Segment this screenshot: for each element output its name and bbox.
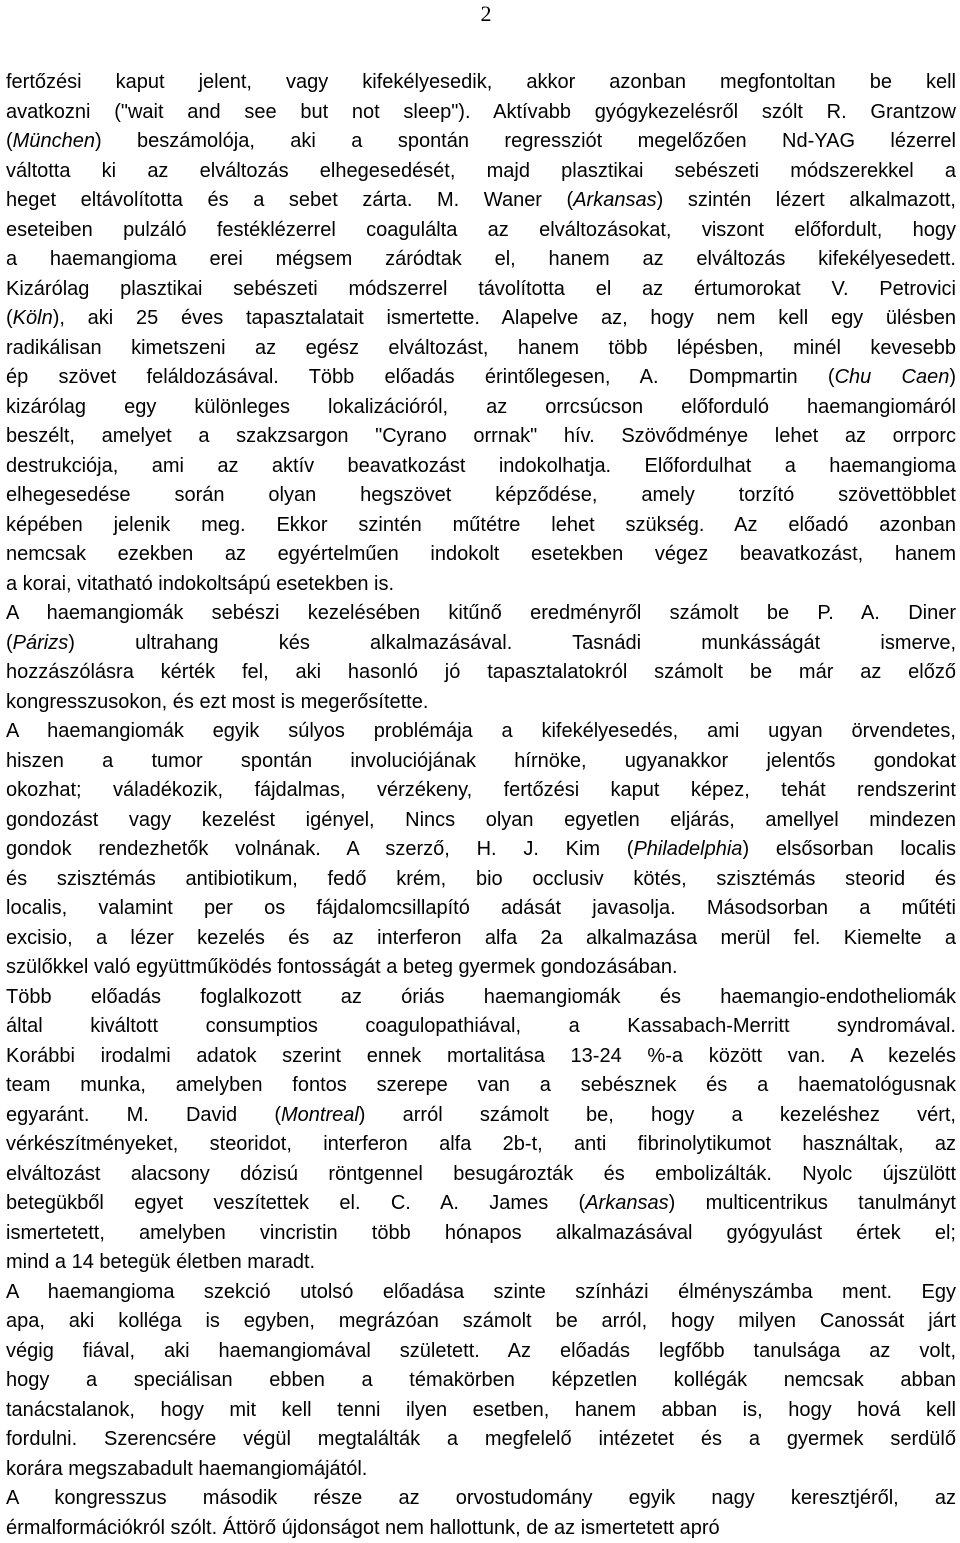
text-line (6, 98, 956, 128)
text-run: destrukciója, ami az aktív beavatkozást indokolhatja. Előfordulhat a haemangioma (6, 455, 956, 477)
text-line (6, 422, 956, 452)
text-run: a korai, vitatható indokoltsápú esetekben is. (6, 573, 394, 595)
text-line (6, 1278, 956, 1308)
text-line (6, 452, 956, 482)
text-line (6, 570, 956, 600)
text-line (6, 127, 956, 157)
text-run: ) (949, 366, 956, 388)
text-run: szülőkkel való együttműködés fontosságát a beteg gyermek gondozásában. (6, 956, 678, 978)
text-run: fordulni. Szerencsére végül megtalálták a megfelelő intézetet és a gyermek serdülő (6, 1428, 956, 1450)
text-line (6, 1160, 956, 1190)
text-run: elváltozást alacsony dózisú röntgennel besugározták és embolizálták. Nyolc újszülött (6, 1163, 956, 1185)
text-line (6, 216, 956, 246)
text-line (6, 835, 956, 865)
text-run: a haemangioma erei mégsem záródtak el, hanem az elváltozás kifekélyesedett. (6, 248, 956, 270)
text-line (6, 393, 956, 423)
text-run: Korábbi irodalmi adatok szerint ennek mortalitása 13-24 %-a között van. A kezelés (6, 1045, 956, 1067)
text-line (6, 747, 956, 777)
italic-place-name: München (13, 130, 95, 152)
text-line (6, 481, 956, 511)
text-run: és szisztémás antibiotikum, fedő krém, bio occlusiv kötés, szisztémás steorid és (6, 868, 956, 890)
text-line (6, 275, 956, 305)
text-line (6, 1012, 956, 1042)
text-run: gondok rendezhetők volnának. A szerző, H. J. Kim ( (6, 838, 633, 860)
text-run: által kiváltott consumptios coagulopathiával, a Kassabach-Merritt syndromával. (6, 1015, 956, 1037)
text-run: ) szintén lézert alkalmazott, (657, 189, 956, 211)
text-run: mind a 14 betegük életben maradt. (6, 1251, 315, 1273)
text-line (6, 157, 956, 187)
text-line (6, 1042, 956, 1072)
text-line (6, 1101, 956, 1131)
text-line (6, 1189, 956, 1219)
text-line (6, 186, 956, 216)
text-line (6, 953, 956, 983)
text-line (6, 688, 956, 718)
text-run: hogy a speciálisan ebben a témakörben képzetlen kollégák nemcsak abban (6, 1369, 956, 1391)
text-run: gondozást vagy kezelést igényel, Nincs olyan egyetlen eljárás, amellyel mindezen (6, 809, 956, 831)
text-line (6, 1130, 956, 1160)
text-run: vérkészítményeket, steoridot, interferon alfa 2b-t, anti fibrinolytikumot használtak, az (6, 1133, 956, 1155)
text-line (6, 1484, 956, 1514)
text-line (6, 511, 956, 541)
text-run: A kongresszus második része az orvostudomány egyik nagy keresztjéről, az (6, 1487, 956, 1509)
text-run: ( (6, 130, 13, 152)
text-run: ( (6, 632, 13, 654)
text-run: radikálisan kimetszeni az egész elváltozást, hanem több lépésben, minél kevesebb (6, 337, 956, 359)
text-run: ) arról számolt be, hogy a kezeléshez vért, (359, 1104, 956, 1126)
text-line (6, 1219, 956, 1249)
text-line (6, 1455, 956, 1485)
text-run: ) beszámolója, aki a spontán regressziót megelőzően Nd-YAG lézerrel (95, 130, 956, 152)
text-run: fertőzési kaput jelent, vagy kifekélyesedik, akkor azonban megfontoltan be kell (6, 71, 956, 93)
text-line (6, 245, 956, 275)
text-line (6, 1396, 956, 1426)
text-run: egyaránt. M. David ( (6, 1104, 281, 1126)
page-number: 2 (476, 0, 496, 28)
text-run: végig fiával, aki haemangiomával született. Az előadás legfőbb tanulsága az volt, (6, 1340, 956, 1362)
text-run: kizárólag egy különleges lokalizációról, az orrcsúcson előforduló haemangiomáról (6, 396, 956, 418)
text-line (6, 1514, 956, 1543)
text-run: elhegesedése során olyan hegszövet képződése, amely torzító szövettöbblet (6, 484, 956, 506)
text-run: nemcsak ezekben az egyértelműen indokolt esetekben végez beavatkozást, hanem (6, 543, 956, 565)
text-line (6, 334, 956, 364)
text-run: A haemangiomák egyik súlyos problémája a kifekélyesedés, ami ugyan örvendetes, (6, 720, 956, 742)
text-run: ( (6, 307, 13, 329)
text-run: localis, valamint per os fájdalomcsillapító adását javasolja. Másodsorban a műtéti (6, 897, 956, 919)
italic-place-name: Párizs (13, 632, 69, 654)
text-run: tanácstalanok, hogy mit kell tenni ilyen esetben, hanem abban is, hogy hová kell (6, 1399, 956, 1421)
paragraph (6, 717, 956, 983)
text-run: eseteiben pulzáló festéklézerrel coagulálta az elváltozásokat, viszont előfordult, hogy (6, 219, 956, 241)
text-run: érmalformációkról szólt. Áttörő újdonságot nem hallottunk, de az ismertetett apró (6, 1517, 720, 1539)
text-run: avatkozni ("wait and see but not sleep"). Aktívabb gyógykezelésről szólt R. Grantzow (6, 101, 956, 123)
text-line (6, 599, 956, 629)
text-line (6, 629, 956, 659)
italic-place-name: Köln (13, 307, 53, 329)
text-run: hozzászólásra kérték fel, aki hasonló jó tapasztalatokról számolt be már az előző (6, 661, 956, 683)
text-run: beszélt, amelyet a szakzsargon "Cyrano orrnak" hív. Szövődménye lehet az orrporc (6, 425, 956, 447)
text-line (6, 865, 956, 895)
italic-place-name: Arkansas (585, 1192, 668, 1214)
text-run: ) multicentrikus tanulmányt (669, 1192, 956, 1214)
text-run: kongresszusokon, és ezt most is megerősítette. (6, 691, 428, 713)
body-text (6, 68, 956, 1543)
text-run: ismertetett, amelyben vincristin több hónapos alkalmazásával gyógyulást értek el; (6, 1222, 956, 1244)
text-line (6, 540, 956, 570)
text-run: Több előadás foglalkozott az óriás haemangiomák és haemangio-endotheliomák (6, 986, 956, 1008)
text-line (6, 68, 956, 98)
text-line (6, 717, 956, 747)
text-run: A haemangioma szekció utolsó előadása szinte színházi élményszámba ment. Egy (6, 1281, 956, 1303)
text-run: Kizárólag plasztikai sebészeti módszerrel távolította el az értumorokat V. Petrovici (6, 278, 956, 300)
text-run: excisio, a lézer kezelés és az interferon alfa 2a alkalmazása merül fel. Kiemelte a (6, 927, 956, 949)
text-line (6, 1248, 956, 1278)
text-run: ép szövet feláldozásával. Több előadás érintőlegesen, A. Dompmartin ( (6, 366, 835, 388)
text-run: korára megszabadult haemangiomájától. (6, 1458, 367, 1480)
text-line (6, 806, 956, 836)
text-run: ), aki 25 éves tapasztalatait ismertette. Alapelve az, hogy nem kell egy ülésben (53, 307, 956, 329)
text-run: képében jelenik meg. Ekkor szintén műtétre lehet szükség. Az előadó azonban (6, 514, 956, 536)
paragraph (6, 1484, 956, 1543)
text-line (6, 983, 956, 1013)
text-run: apa, aki kollégа is egyben, megrázóan számolt be arról, hogy milyen Canossát járt (6, 1310, 956, 1332)
paragraph (6, 983, 956, 1278)
italic-place-name: Arkansas (573, 189, 656, 211)
paragraph (6, 68, 956, 599)
text-line (6, 894, 956, 924)
text-line (6, 1071, 956, 1101)
text-run: okozhat; váladékozik, fájdalmas, vérzékeny, fertőzési kaput képez, tehát rendszerint (6, 779, 956, 801)
italic-place-name: Chu Caen (835, 366, 950, 388)
text-run: team munka, amelyben fontos szerepe van a sebésznek és a haematológusnak (6, 1074, 956, 1096)
text-run: ) ultrahang kés alkalmazásával. Tasnádi munkásságát ismerve, (68, 632, 956, 654)
text-line (6, 1425, 956, 1455)
text-line (6, 363, 956, 393)
text-run: hiszen a tumor spontán involuciójának hírnöke, ugyanakkor jelentős gondokat (6, 750, 956, 772)
paragraph (6, 599, 956, 717)
text-run: ) elsősorban localis (742, 838, 956, 860)
paragraph (6, 1278, 956, 1485)
text-run: A haemangiomák sebészi kezelésében kitűnő eredményről számolt be P. A. Diner (6, 602, 956, 624)
text-line (6, 924, 956, 954)
text-line (6, 304, 956, 334)
italic-place-name: Philadelphia (633, 838, 742, 860)
italic-place-name: Montreal (281, 1104, 359, 1126)
text-line (6, 658, 956, 688)
text-line (6, 776, 956, 806)
text-run: betegükből egyet veszítettek el. C. A. James ( (6, 1192, 585, 1214)
text-run: heget eltávolította és a sebet zárta. M. Waner ( (6, 189, 573, 211)
text-line (6, 1366, 956, 1396)
text-line (6, 1307, 956, 1337)
text-run: váltotta ki az elváltozás elhegesedését, majd plasztikai sebészeti módszerekkel a (6, 160, 956, 182)
text-line (6, 1337, 956, 1367)
